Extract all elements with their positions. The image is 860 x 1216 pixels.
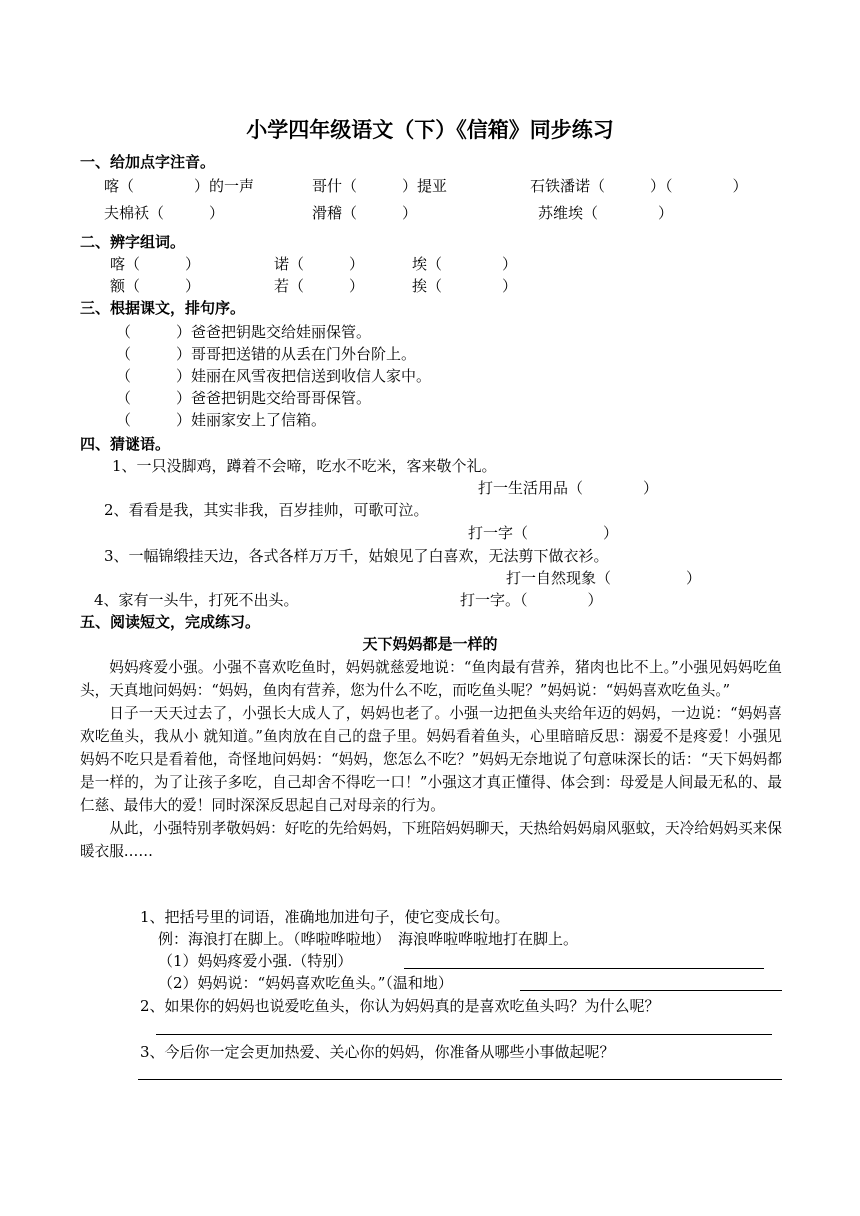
question-1: 1、把括号里的词语，准确地加进句子，使它变成长句。	[140, 908, 510, 926]
riddle-text: 4、家有一头牛，打死不出头。	[94, 591, 299, 609]
section-4-heading: 四、猜谜语。	[80, 435, 171, 453]
pinyin-item: 哥什（ ）提亚	[312, 177, 448, 195]
passage-title: 天下妈妈都是一样的	[362, 635, 498, 653]
sequence-item: （ ）爸爸把钥匙交给哥哥保管。	[116, 389, 372, 407]
question-1-b: （2）妈妈说：“妈妈喜欢吃鱼头。”（温和地）	[158, 974, 453, 992]
riddle-answer: 打一字（ ）	[468, 524, 619, 542]
answer-line	[404, 968, 764, 969]
page-title: 小学四年级语文（下）《信箱》同步练习	[246, 118, 614, 142]
passage-paragraph: 从此，小强特别孝敬妈妈：好吃的先给妈妈，下班陪妈妈聊天，天热给妈妈扇风驱蚊，天冷给妈妈买来保暖衣服……	[80, 820, 782, 860]
section-5-heading: 五、阅读短文，完成练习。	[80, 613, 261, 631]
riddle-text: 3、一幅锦缎挂天边，各式各样万万千，姑娘见了白喜欢，无法剪下做衣衫。	[104, 547, 609, 565]
sequence-item: （ ）爸爸把钥匙交给娃丽保管。	[116, 323, 372, 341]
word-group-item: 喀（ ）	[110, 255, 201, 273]
word-group-item: 若（ ）	[274, 277, 365, 295]
riddle-text: 1、一只没脚鸡，蹲着不会啼，吃水不吃米，客来敬个礼。	[112, 457, 497, 475]
riddle-answer: 打一自然现象（ ）	[506, 569, 702, 587]
pinyin-item: 石铁潘诺（ ）（ ）	[530, 177, 748, 195]
answer-line	[156, 1034, 772, 1035]
riddle-text: 2、看看是我，其实非我，百岁挂帅，可歌可泣。	[104, 501, 429, 519]
section-1-heading: 一、给加点字注音。	[80, 153, 216, 171]
question-3: 3、今后你一定会更加热爱、关心你的妈妈，你准备从哪些小事做起呢？	[140, 1043, 615, 1061]
pinyin-item: 喀（ ）的一声	[104, 177, 255, 195]
passage-paragraph: 日子一天天过去了，小强长大成人了，妈妈也老了。小强一边把鱼头夹给年迈的妈妈，一边说：“妈妈喜欢吃鱼头，我从小 就知道。”鱼肉放在自己的盘子里。妈妈看着鱼头，心里暗暗反思：溺爱不是疼爱！小强见妈妈不吃只是看着他，奇怪地问妈妈：“妈妈，您怎么不吃？”妈妈无奈地说了句意味深长的话：“天下妈妈都是一样的，为了让孩子多吃，自己却舍不得吃一口！”小强这才真正懂得、体会到：母爱是人间最无私的、最仁慈、最伟大的爱！同时深深反思起自己对母亲的行为。	[80, 705, 782, 814]
word-group-item: 额（ ）	[110, 277, 201, 295]
riddle-answer: 打一生活用品（ ）	[478, 479, 659, 497]
answer-line	[520, 990, 782, 991]
word-group-item: 诺（ ）	[274, 255, 365, 273]
word-group-item: 挨（ ）	[412, 277, 518, 295]
question-2: 2、如果你的妈妈也说爱吃鱼头，你认为妈妈真的是喜欢吃鱼头吗？为什么呢？	[140, 997, 660, 1015]
pinyin-item: 滑稽（ ）	[312, 204, 418, 222]
sequence-item: （ ）娃丽家安上了信箱。	[116, 411, 327, 429]
sequence-item: （ ）哥哥把送错的从丢在门外台阶上。	[116, 345, 417, 363]
pinyin-item: 苏维埃（ ）	[538, 204, 674, 222]
answer-line	[138, 1079, 782, 1080]
passage-paragraph: 妈妈疼爱小强。小强不喜欢吃鱼时，妈妈就慈爱地说：“鱼肉最有营养，猪肉也比不上。”小强见妈妈吃鱼头，天真地问妈妈：“妈妈，鱼肉有营养，您为什么不吃，而吃鱼头呢？”妈妈说：“妈妈喜欢吃鱼头。”	[80, 659, 782, 699]
pinyin-item: 夫棉袄（ ）	[104, 204, 225, 222]
reading-passage	[80, 656, 782, 863]
question-1-a: （1）妈妈疼爱小强.（特别）	[158, 952, 353, 970]
word-group-item: 埃（ ）	[412, 255, 518, 273]
sequence-item: （ ）娃丽在风雪夜把信送到收信人家中。	[116, 367, 432, 385]
example-sentence: 例：海浪打在脚上。（哗啦哗啦地） 海浪哗啦哗啦地打在脚上。	[158, 930, 579, 948]
riddle-answer: 打一字。（ ）	[460, 591, 603, 609]
section-3-heading: 三、根据课文，排句序。	[80, 299, 246, 317]
section-2-heading: 二、辨字组词。	[80, 233, 186, 251]
